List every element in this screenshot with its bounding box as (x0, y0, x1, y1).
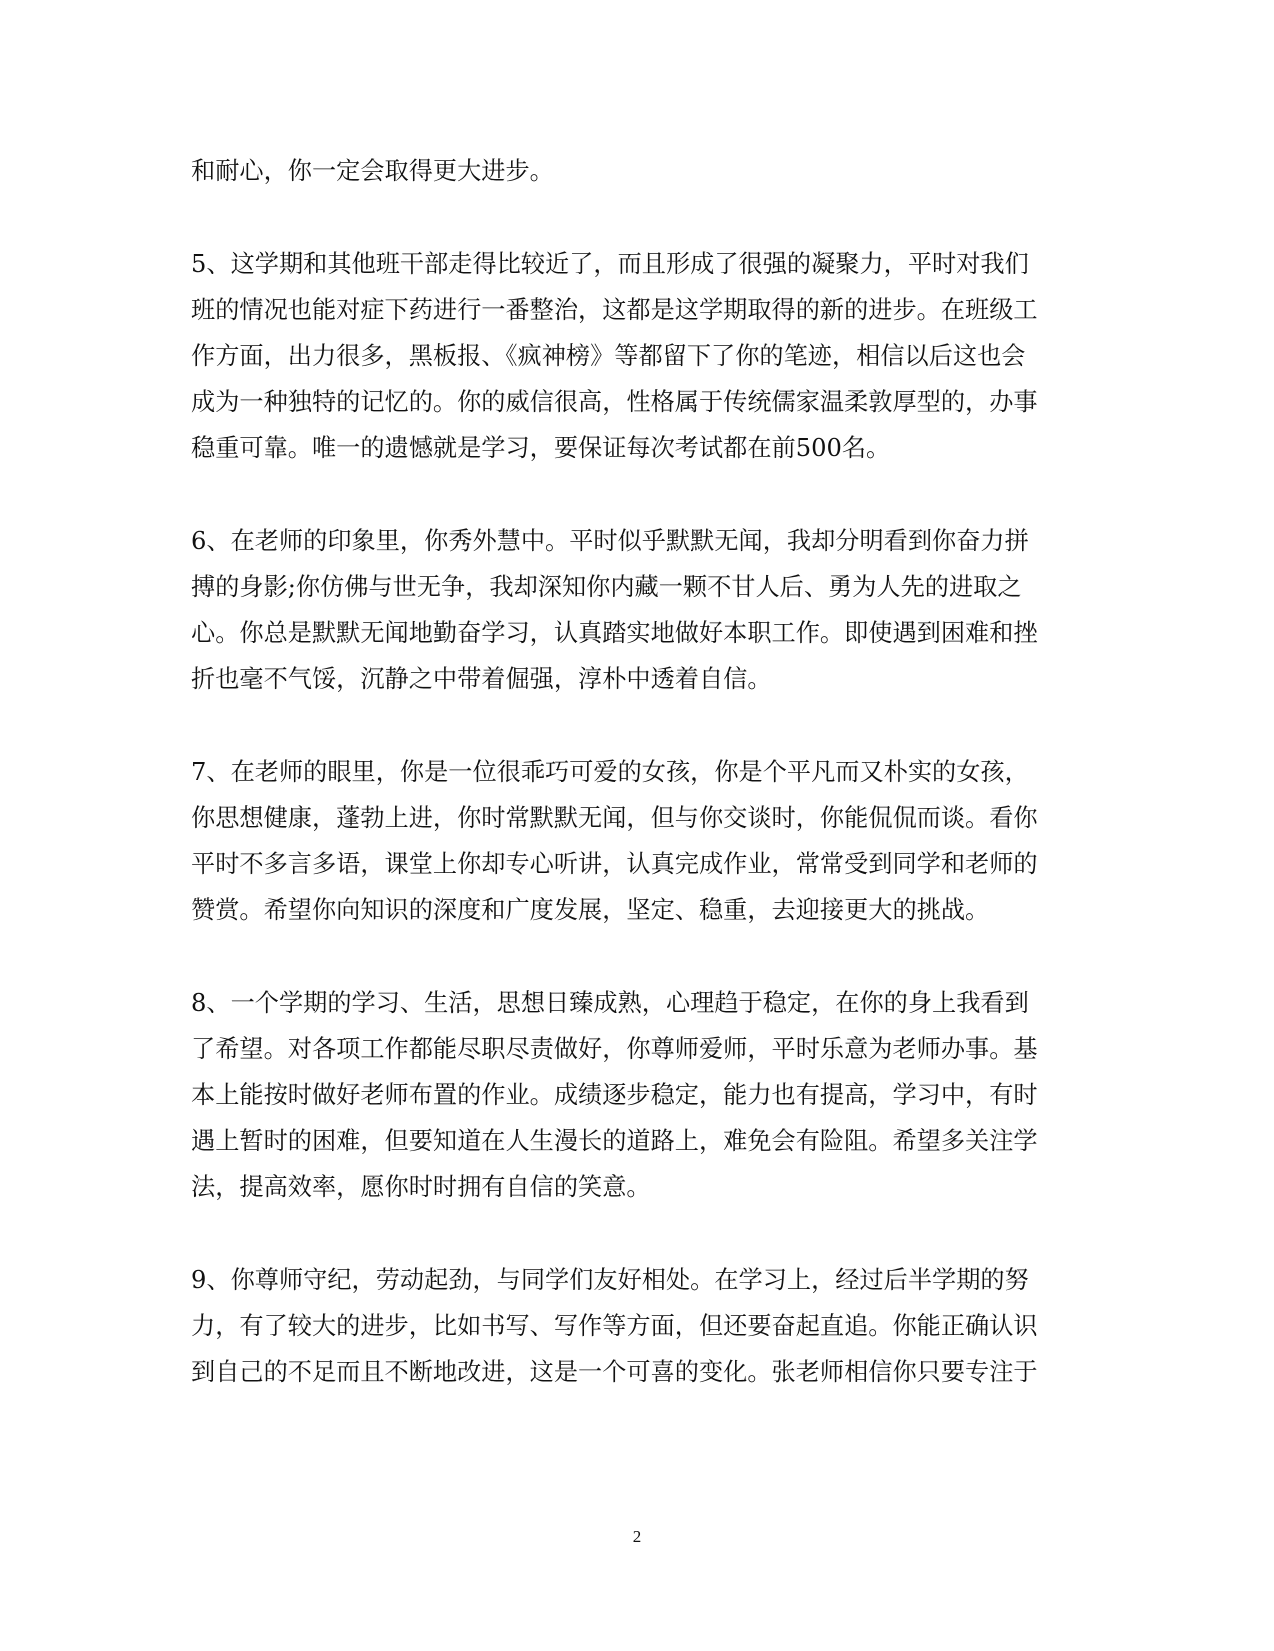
text-line: 8、一个学期的学习、生活，思想日臻成熟，心理趋于稳定，在你的身上我看到 (191, 989, 1029, 1017)
text-line: 班的情况也能对症下药进行一番整治，这都是这学期取得的新的进步。在班级工 (191, 296, 1038, 324)
text-line: 6、在老师的印象里，你秀外慧中。平时似乎默默无闻，我却分明看到你奋力拼 (191, 527, 1029, 555)
text-line: 稳重可靠。唯一的遗憾就是学习，要保证每次考试都在前500名。 (191, 434, 891, 462)
text-line: 9、你尊师守纪，劳动起劲，与同学们友好相处。在学习上，经过后半学期的努 (191, 1266, 1029, 1294)
text-line: 本上能按时做好老师布置的作业。成绩逐步稳定，能力也有提高，学习中，有时 (191, 1081, 1038, 1109)
text-line: 7、在老师的眼里，你是一位很乖巧可爱的女孩，你是个平凡而又朴实的女孩， (191, 758, 1029, 786)
text-line: 遇上暂时的困难，但要知道在人生漫长的道路上，难免会有险阻。希望多关注学 (191, 1127, 1038, 1155)
text-line: 赞赏。希望你向知识的深度和广度发展，坚定、稳重，去迎接更大的挑战。 (191, 896, 990, 924)
text-line: 了希望。对各项工作都能尽职尽责做好，你尊师爱师，平时乐意为老师办事。基 (191, 1035, 1038, 1063)
text-line: 成为一种独特的记忆的。你的威信很高，性格属于传统儒家温柔敦厚型的，办事 (191, 388, 1038, 416)
text-line: 折也毫不气馁，沉静之中带着倔强，淳朴中透着自信。 (191, 665, 772, 693)
text-line: 搏的身影;你仿佛与世无争，我却深知你内藏一颗不甘人后、勇为人先的进取之 (191, 573, 1022, 601)
text-line: 法，提高效率，愿你时时拥有自信的笑意。 (191, 1173, 651, 1201)
text-line: 心。你总是默默无闻地勤奋学习，认真踏实地做好本职工作。即使遇到困难和挫 (191, 619, 1038, 647)
text-line: 5、这学期和其他班干部走得比较近了，而且形成了很强的凝聚力，平时对我们 (191, 250, 1029, 278)
text-line: 和耐心，你一定会取得更大进步。 (191, 157, 554, 185)
page-number: 2 (632, 1527, 642, 1546)
text-line: 到自己的不足而且不断地改进，这是一个可喜的变化。张老师相信你只要专注于 (191, 1358, 1038, 1386)
text-line: 你思想健康，蓬勃上进，你时常默默无闻，但与你交谈时，你能侃侃而谈。看你 (191, 804, 1038, 832)
text-line: 作方面，出力很多，黑板报、《疯神榜》等都留下了你的笔迹，相信以后这也会 (191, 342, 1026, 370)
text-line: 平时不多言多语，课堂上你却专心听讲，认真完成作业，常常受到同学和老师的 (191, 850, 1038, 878)
text-line: 力，有了较大的进步，比如书写、写作等方面，但还要奋起直追。你能正确认识 (191, 1312, 1038, 1340)
